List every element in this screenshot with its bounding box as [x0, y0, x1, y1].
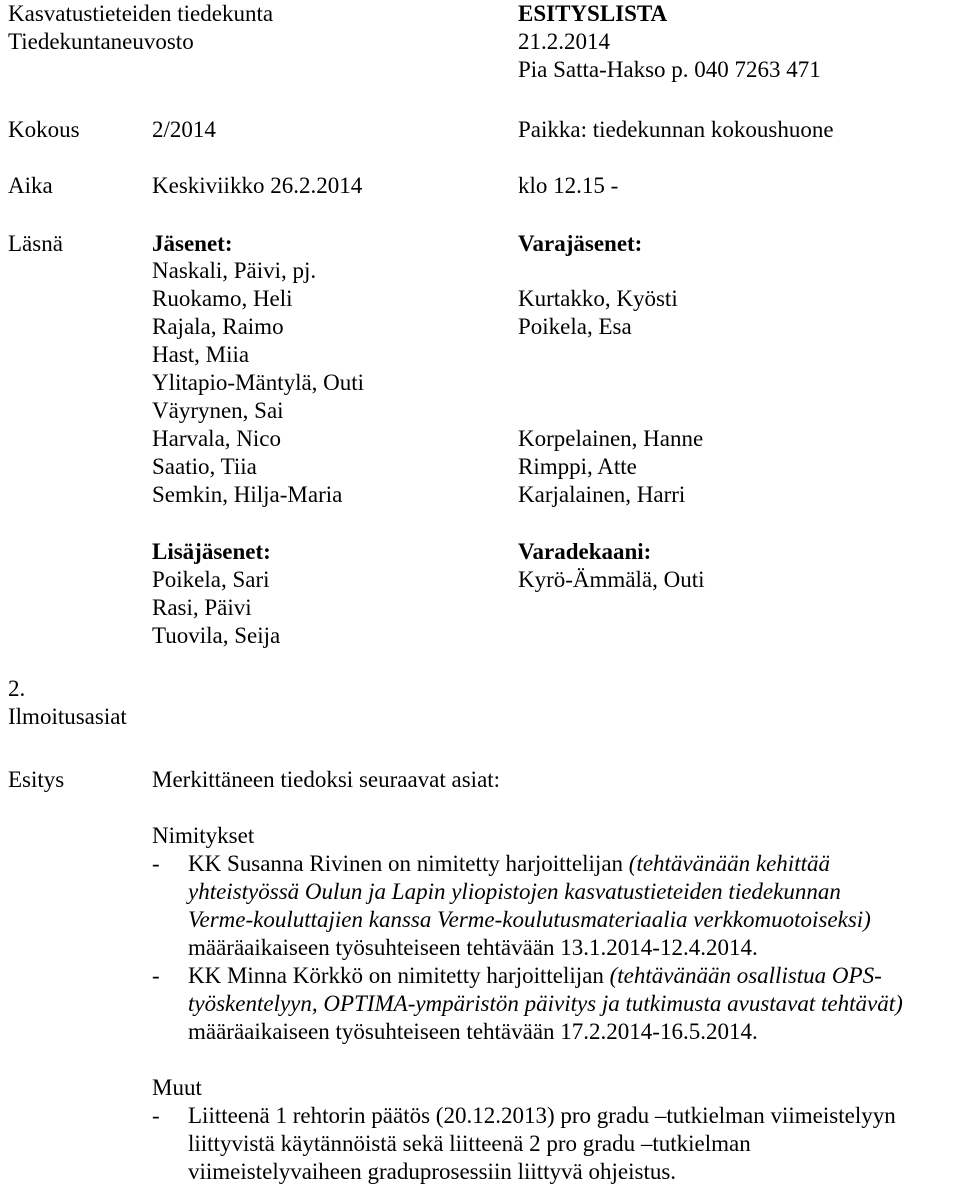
meeting-number: 2/2014: [152, 117, 216, 142]
appointment-text: KK Minna Körkkö on nimitetty harjoittelijan: [188, 963, 610, 988]
deputy-name: [518, 369, 703, 397]
extra-members-heading: Lisäjäsenet:: [152, 539, 271, 564]
proposal-text: Merkittäneen tiedoksi seuraavat asiat:: [152, 767, 501, 792]
vice-dean-heading: Varadekaani:: [518, 539, 652, 564]
appointment-term: määräaikaiseen työsuhteiseen tehtävään 13.1.2014-12.4.2014.: [188, 935, 758, 960]
extra-member-name: Rasi, Päivi: [152, 595, 252, 620]
extra-member-name: Poikela, Sari: [152, 567, 270, 592]
member-name: Naskali, Päivi, pj.: [152, 258, 317, 283]
member-name: Ruokamo, Heli: [152, 286, 293, 311]
appointment-line: [188, 962, 960, 990]
appointment-text: KK Susanna Rivinen on nimitetty harjoittelijan: [188, 851, 629, 876]
member-name: Saatio, Tiia: [152, 454, 257, 479]
document-date: 21.2.2014: [518, 29, 610, 54]
deputy-name: Korpelainen, Hanne: [518, 426, 704, 451]
extra-members-list: [152, 566, 280, 650]
item-number: 2.: [8, 676, 26, 701]
other-text: Liitteenä 1 rehtorin päätös (20.12.2013) pro gradu –tutkielman viimeistelyyn: [188, 1103, 896, 1128]
other-entry: [188, 1102, 960, 1186]
member-name: Rajala, Raimo: [152, 314, 284, 339]
document-type: ESITYSLISTA: [518, 1, 668, 26]
proposal-label: Esitys: [8, 767, 65, 792]
appointment-line: [188, 850, 960, 878]
deputy-name: [518, 397, 703, 425]
member-name: Ylitapio-Mäntylä, Outi: [152, 370, 365, 395]
list-dash: -: [152, 1103, 160, 1128]
member-name: Väyrynen, Sai: [152, 398, 284, 423]
meeting-label: Kokous: [8, 117, 80, 142]
deputies-heading: Varajäsenet:: [518, 231, 643, 256]
deputy-name: Karjalainen, Harri: [518, 482, 686, 507]
time-label: Aika: [8, 173, 53, 198]
appointment-term: määräaikaiseen työsuhteiseen tehtävään 17.2.2014-16.5.2014.: [188, 1019, 758, 1044]
other-text: viimeistelyvaiheen graduprosessiin liittyvä ohjeistus.: [188, 1159, 677, 1184]
meeting-time: klo 12.15 -: [518, 173, 619, 198]
deputy-name: [518, 341, 703, 369]
list-dash: -: [152, 963, 160, 988]
contact-info: Pia Satta-Hakso p. 040 7263 471: [518, 57, 821, 82]
attendance-label: Läsnä: [8, 231, 63, 256]
member-name: Hast, Miia: [152, 342, 250, 367]
other-text: liittyvistä käytännöistä sekä liitteenä 2 pro gradu –tutkielman: [188, 1131, 751, 1156]
item-title: Ilmoitusasiat: [8, 704, 127, 729]
other-heading: Muut: [152, 1075, 202, 1100]
appointment-duty: (tehtävänään osallistua OPS-: [609, 963, 882, 988]
appointment-duty: (tehtävänään kehittää: [628, 851, 830, 876]
faculty-name: Kasvatustieteiden tiedekunta: [8, 1, 274, 26]
council-name: Tiedekuntaneuvosto: [8, 29, 194, 54]
member-name: Semkin, Hilja-Maria: [152, 482, 343, 507]
members-heading: Jäsenet:: [152, 231, 233, 256]
appointment-entry: [188, 962, 960, 1046]
deputy-name: [518, 257, 703, 285]
member-name: Harvala, Nico: [152, 426, 281, 451]
meeting-place: Paikka: tiedekunnan kokoushuone: [518, 117, 834, 142]
meeting-day: Keskiviikko 26.2.2014: [152, 173, 363, 198]
appointments-heading: Nimitykset: [152, 823, 255, 848]
deputy-name: Kurtakko, Kyösti: [518, 286, 678, 311]
members-list: [152, 257, 364, 509]
deputy-name: Rimppi, Atte: [518, 454, 637, 479]
appointment-duty: Verme-kouluttajien kanssa Verme-koulutusmateriaalia verkkomuotoiseksi): [188, 907, 871, 932]
vice-dean-name: Kyrö-Ämmälä, Outi: [518, 567, 705, 592]
extra-member-name: Tuovila, Seija: [152, 623, 281, 648]
appointment-entry: [188, 850, 960, 962]
list-dash: -: [152, 851, 160, 876]
deputy-name: Poikela, Esa: [518, 314, 632, 339]
appointment-duty: työskentelyyn, OPTIMA-ympäristön päivitys ja tutkimusta avustavat tehtävät): [188, 991, 903, 1016]
deputies-list: [518, 257, 703, 509]
appointment-duty: yhteistyössä Oulun ja Lapin yliopistojen kasvatustieteiden tiedekunnan: [188, 879, 841, 904]
